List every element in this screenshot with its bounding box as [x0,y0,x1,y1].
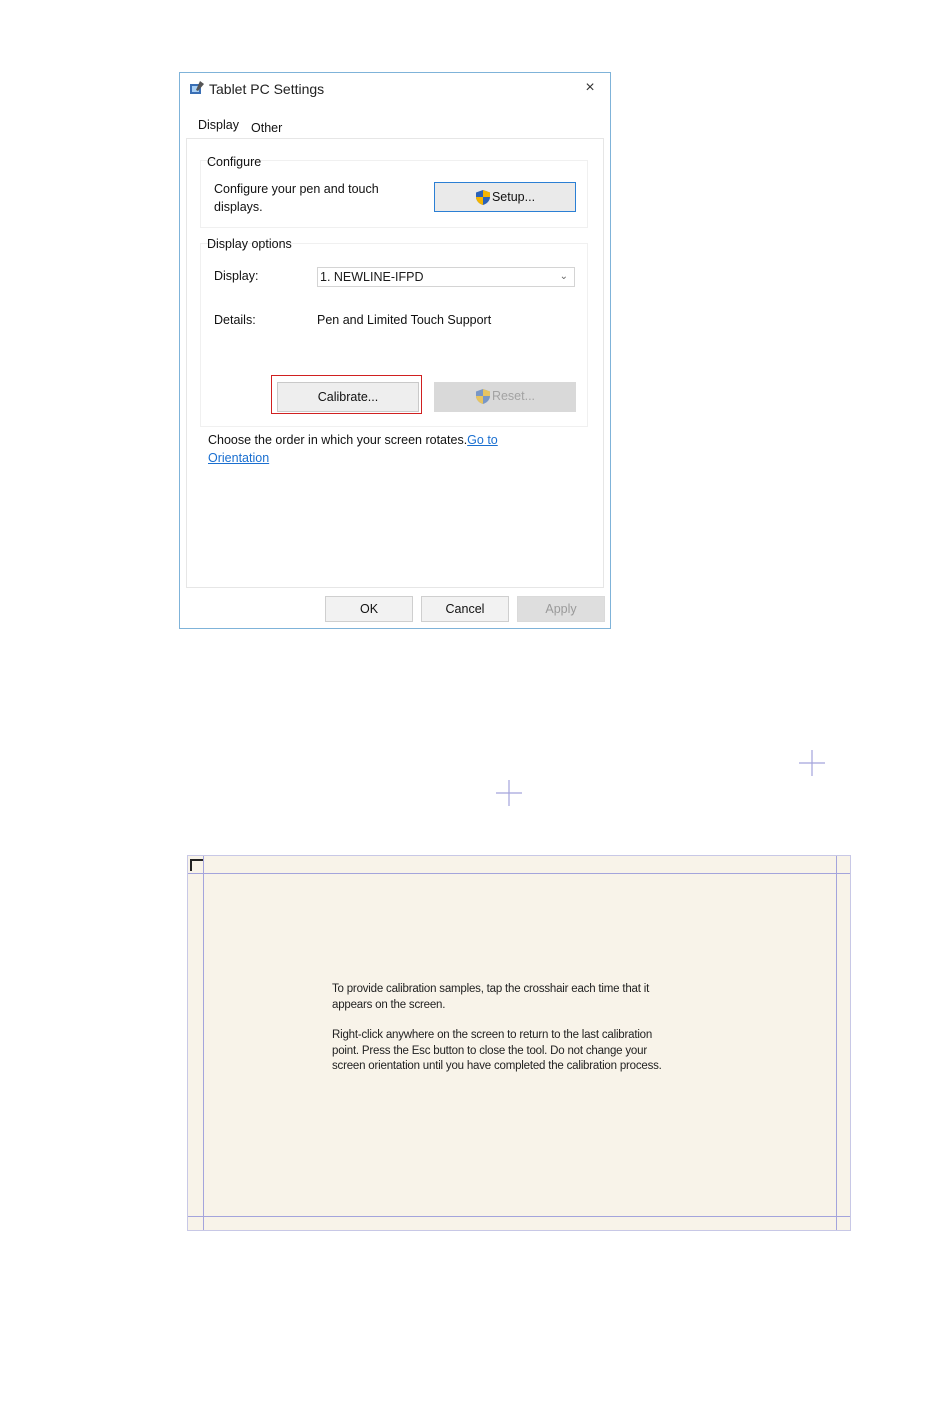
chevron-down-icon: ⌄ [559,271,568,282]
configure-description-line1: Configure your pen and touch [214,182,379,196]
crosshair-icon[interactable] [496,780,522,806]
calibration-text-line: point. Press the Esc button to close the tool. Do not change your [332,1044,647,1057]
display-label: Display: [214,269,259,283]
calibration-text-line: appears on the screen. [332,998,446,1011]
configure-group-label: Configure [207,155,262,169]
dialog-title: Tablet PC Settings [209,81,325,97]
orientation-link-part2[interactable]: Orientation [208,451,270,465]
calibration-instructions-2 [332,1028,722,1075]
calibration-text-line: screen orientation until you have completed the calibration process. [332,1060,662,1072]
tablet-pc-settings-icon [189,80,205,96]
calibration-text-line: Right-click anywhere on the screen to return to the last calibration [332,1029,653,1041]
calibration-text-line: To provide calibration samples, tap the crosshair each time that it [332,983,650,995]
calibration-instructions-1 [332,982,722,1013]
display-select[interactable] [317,267,575,287]
reset-button-label: Reset... [491,389,536,403]
guide-line-bottom [188,1216,850,1217]
cancel-button[interactable]: Cancel [421,596,509,622]
uac-shield-icon [475,189,491,206]
corner-marker [190,859,192,871]
guide-line-right [836,856,837,1230]
ok-button[interactable]: OK [325,596,413,622]
orientation-text [208,431,518,467]
orientation-link-part1[interactable]: Go to [467,433,498,447]
calibration-screen[interactable] [187,855,851,1231]
close-icon[interactable]: × [585,79,595,96]
orientation-description: Choose the order in which your screen rotates. [208,433,468,447]
reset-button[interactable] [434,382,576,412]
details-value: Pen and Limited Touch Support [317,313,492,327]
guide-line-top [188,873,850,874]
setup-button-label: Setup... [491,190,536,204]
calibrate-button[interactable]: Calibrate... [277,382,419,412]
title-bar[interactable] [180,73,610,107]
configure-description-line2: displays. [214,200,263,214]
uac-shield-icon [475,388,491,405]
setup-button[interactable] [434,182,576,212]
guide-line-left [203,856,204,1230]
details-label: Details: [214,313,256,327]
tab-display[interactable]: Display [198,118,239,132]
tablet-pc-settings-dialog [179,72,611,629]
display-options-group-label: Display options [207,237,292,251]
tab-other[interactable]: Other [251,121,283,135]
crosshair-icon[interactable] [799,750,825,776]
corner-marker [190,859,204,861]
apply-button[interactable]: Apply [517,596,605,622]
display-select-value: 1. NEWLINE-IFPD [320,270,424,284]
